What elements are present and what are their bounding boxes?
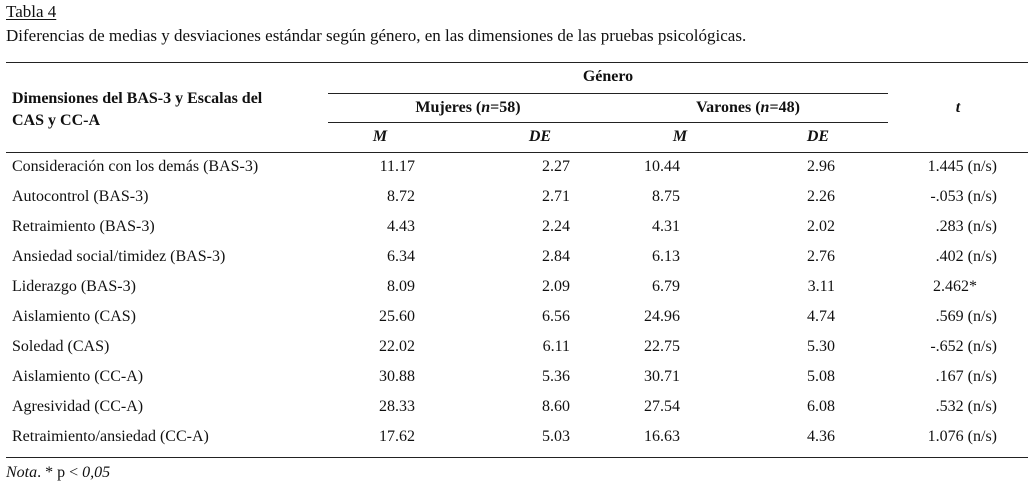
cell-dim: Consideración con los demás (BAS-3): [12, 158, 259, 175]
cell-m-muj: 4.43: [387, 218, 415, 235]
cell-dim: Soledad (CAS): [12, 338, 110, 355]
table-caption: Diferencias de medias y desviaciones estándar según género, en las dimensiones de las pruebas psicológicas.: [6, 26, 747, 45]
cell-de-var: 2.02: [807, 218, 835, 235]
cell-t: .283 (n/s): [935, 218, 997, 235]
cell-de-muj: 2.09: [542, 278, 570, 295]
varones-header: [608, 98, 888, 118]
genero-header: Género: [582, 68, 634, 85]
cell-m-muj: 30.88: [379, 368, 415, 385]
cell-de-var: 4.36: [807, 428, 835, 445]
cell-m-muj: 17.62: [379, 428, 415, 445]
cell-de-muj: 2.24: [542, 218, 570, 235]
cell-m-var: 24.96: [644, 308, 680, 325]
cell-m-var: 22.75: [644, 338, 680, 355]
cell-t: -.053 (n/s): [930, 188, 997, 205]
varones-n: n: [760, 99, 770, 116]
cell-de-muj: 2.84: [542, 248, 570, 265]
dimension-header-line-2: CAS y CC-A: [12, 112, 100, 129]
cell-de-var: 2.96: [807, 158, 835, 175]
dimension-header-line-1: Dimensiones del BAS-3 y Escalas del: [12, 90, 263, 107]
top-rule: [6, 62, 1028, 63]
cell-de-var: 3.11: [807, 278, 835, 295]
varones-n-value: =48: [769, 99, 795, 116]
bottom-rule: [6, 457, 1028, 458]
cell-t: .569 (n/s): [935, 308, 997, 325]
cell-m-var: 4.31: [652, 218, 680, 235]
mujeres-header: [328, 98, 608, 118]
m-mujeres-header: M: [372, 128, 388, 145]
cell-dim: Autocontrol (BAS-3): [12, 188, 149, 205]
dimension-header: [12, 88, 262, 132]
cell-m-muj: 6.34: [387, 248, 415, 265]
subgroup-rule: [328, 122, 888, 123]
cell-t: 1.076 (n/s): [927, 428, 997, 445]
cell-t: .167 (n/s): [935, 368, 997, 385]
cell-de-var: 2.26: [807, 188, 835, 205]
cell-dim: Aislamiento (CC-A): [12, 368, 144, 385]
note-text: . * p <: [37, 464, 83, 481]
cell-dim: Agresividad (CC-A): [12, 398, 144, 415]
cell-de-var: 4.74: [807, 308, 835, 325]
mujeres-n-value: =58: [490, 99, 516, 116]
cell-de-muj: 2.71: [542, 188, 570, 205]
cell-t: 2.462*: [933, 278, 977, 295]
note-label: Nota: [6, 464, 38, 481]
cell-t: .532 (n/s): [935, 398, 997, 415]
mujeres-suffix: ): [515, 99, 521, 116]
cell-m-var: 8.75: [652, 188, 680, 205]
note-value: 0,05: [82, 464, 111, 481]
cell-dim: Retraimiento/ansiedad (CC-A): [12, 428, 209, 445]
cell-m-var: 6.13: [652, 248, 680, 265]
cell-m-muj: 11.17: [379, 158, 415, 175]
t-header: t: [955, 99, 961, 116]
tabla-label: Tabla 4: [6, 2, 57, 21]
genero-rule: [328, 93, 888, 94]
cell-de-var: 5.30: [807, 338, 835, 355]
cell-de-muj: 5.36: [542, 368, 570, 385]
cell-m-muj: 25.60: [379, 308, 415, 325]
header-bottom-rule: [6, 152, 1028, 153]
cell-de-var: 2.76: [807, 248, 835, 265]
de-varones-header: DE: [806, 128, 830, 145]
cell-m-muj: 8.09: [387, 278, 415, 295]
cell-de-muj: 6.56: [542, 308, 570, 325]
cell-de-var: 6.08: [807, 398, 835, 415]
cell-m-muj: 22.02: [379, 338, 415, 355]
table-note: [6, 464, 110, 482]
cell-t: 1.445 (n/s): [927, 158, 997, 175]
cell-de-muj: 5.03: [542, 428, 570, 445]
varones-prefix: Varones (: [696, 99, 761, 116]
mujeres-prefix: Mujeres (: [415, 99, 482, 116]
cell-de-muj: 6.11: [542, 338, 570, 355]
cell-m-muj: 8.72: [387, 188, 415, 205]
cell-de-muj: 2.27: [542, 158, 570, 175]
cell-m-var: 16.63: [644, 428, 680, 445]
cell-m-muj: 28.33: [379, 398, 415, 415]
cell-m-var: 6.79: [652, 278, 680, 295]
cell-dim: Aislamiento (CAS): [12, 308, 136, 325]
varones-suffix: ): [794, 99, 800, 116]
mujeres-n: n: [481, 99, 491, 116]
cell-m-var: 10.44: [644, 158, 680, 175]
cell-m-var: 30.71: [644, 368, 680, 385]
cell-t: -.652 (n/s): [930, 338, 997, 355]
m-varones-header: M: [672, 128, 688, 145]
cell-de-var: 5.08: [807, 368, 835, 385]
de-mujeres-header: DE: [528, 128, 552, 145]
cell-dim: Ansiedad social/timidez (BAS-3): [12, 248, 226, 265]
cell-dim: Retraimiento (BAS-3): [12, 218, 155, 235]
cell-de-muj: 8.60: [542, 398, 570, 415]
cell-t: .402 (n/s): [935, 248, 997, 265]
cell-m-var: 27.54: [644, 398, 680, 415]
cell-dim: Liderazgo (BAS-3): [12, 278, 136, 295]
